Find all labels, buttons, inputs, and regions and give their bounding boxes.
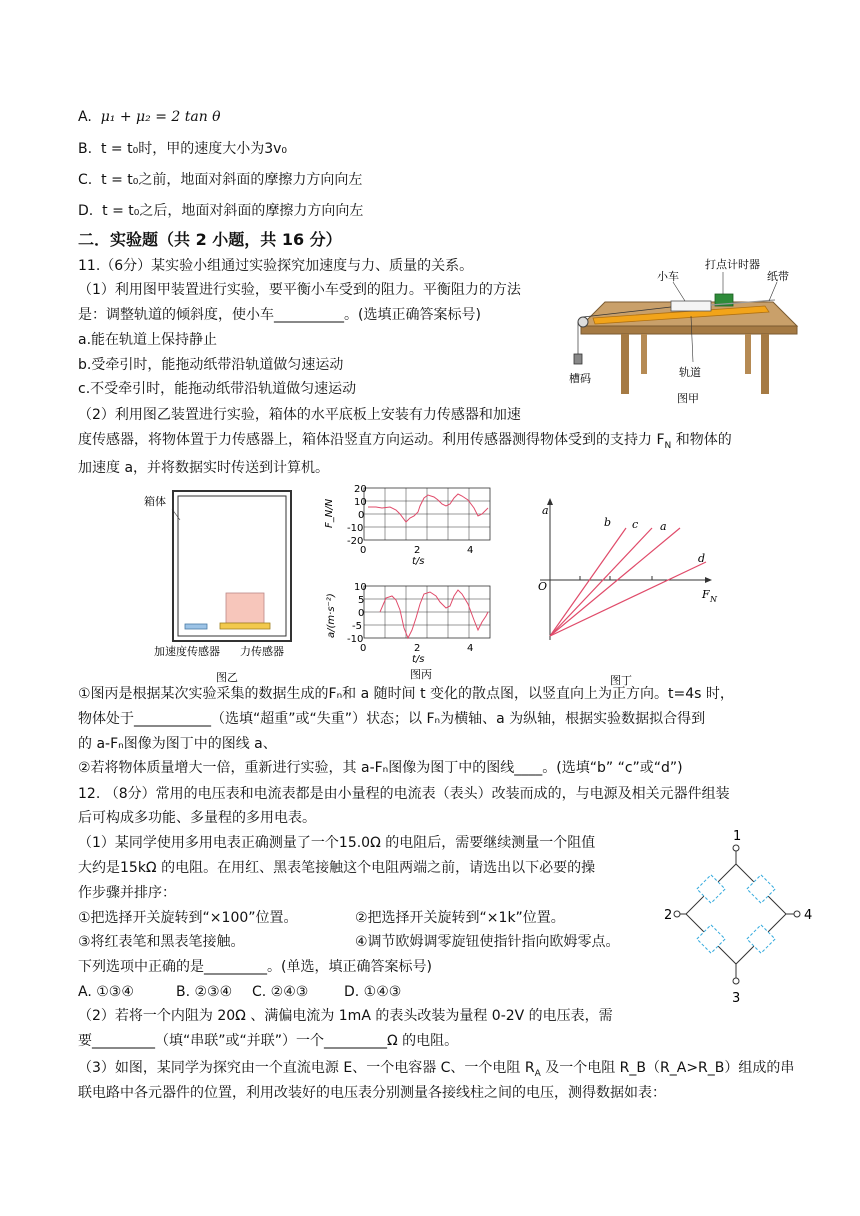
figure-bing [320,478,510,688]
svg-text:4: 4 [467,643,474,654]
caption-ding: 图丁 [610,674,632,687]
q11-sub1-line3: 的 a-Fₙ图像为图丁中的图线 a、 [78,736,277,752]
q11-intro: 11.（6分）某实验小组通过实验探究加速度与力、质量的关系。 [78,258,474,274]
q12-choice-d: D. ①④③ [344,984,402,1000]
svg-text:2: 2 [414,545,421,556]
q11-opt-b: b.受牵引时，能拖动纸带沿轨道做匀速运动 [78,357,344,373]
table-leg [621,334,629,394]
terminal-3 [733,978,739,984]
svg-text:c: c [632,518,639,531]
q12-p1-line1: （1）某同学使用多用电表正确测量了一个15.0Ω 的电阻后，需要继续测量一个阻值 [78,835,596,851]
q12-p3-line1: （3）如图，某同学为探究由一个直流电源 E、一个电容器 C、一个电阻 $R_A$ 及一个电阻 R_B（R_A>R_B）组成的串 [78,1060,795,1079]
q11-sub1-line1: ①图丙是根据某次实验采集的数据生成的Fₙ和 a 随时间 t 变化的散点图，以竖直向上为正方向。t=4s 时， [78,686,734,702]
svg-text:10: 10 [354,497,367,508]
section-heading: 二．实验题（共 2 小题，共 16 分） [78,230,342,249]
force-sensor [220,623,270,629]
svg-text:5: 5 [358,595,365,606]
q12-p2-line2: 要_________（填“串联”或“并联”）一个_________Ω 的电阻。 [78,1033,459,1049]
q12-p1-line2: 大约是15kΩ 的电阻。在用红、黑表笔接触这个电阻两端之前，请选出以下必要的操 [78,860,596,876]
circuit-diagram [664,826,826,1006]
svg-text:10: 10 [354,582,367,593]
label-cart: 小车 [657,270,679,283]
svg-text:0: 0 [358,510,365,521]
q11-sub2: ②若将物体质量增大一倍，重新进行实验，其 a-Fₙ图像为图丁中的图线____。(选填“b” “c”或“d”) [78,760,683,776]
svg-text:0: 0 [358,608,365,619]
plot-acceleration [326,582,490,665]
terminal-3-label: 3 [732,991,741,1006]
diamond-wire [686,864,786,964]
q12-step2: ②把选择开关旋转到“×1k”位置。 [355,910,565,926]
line-d [550,562,706,636]
svg-text:4: 4 [467,545,474,556]
object-block [226,593,264,623]
svg-text:20: 20 [354,484,367,495]
svg-text:O: O [538,580,548,593]
q12-choice-c: C. ②④③ [252,984,309,1000]
table-leg [761,334,769,394]
acc-sensor [185,624,207,629]
svg-text:t/s: t/s [412,556,425,567]
q12-intro1: 12. （8分）常用的电压表和电流表都是由小量程的电流表（表头）改装而成的，与电源及相关元器件组装 [78,786,730,802]
caption-bing: 图丙 [410,668,432,681]
table-leg [641,334,647,374]
q11-opt-c: c.不受牵引时，能拖动纸带沿轨道做匀速运动 [78,381,357,397]
q11-p1-line2: 是：调整轨道的倾斜度，使小车__________。(选填正确答案标号) [78,307,481,323]
terminal-1 [733,845,739,851]
terminal-2-label: 2 [664,908,673,923]
terminal-4-label: 4 [804,908,813,923]
option-b: B. t = t₀时，甲的速度大小为3v₀ [78,141,287,157]
label-tape: 纸带 [767,270,789,283]
svg-text:F_N/N: F_N/N [324,498,335,528]
option-a: A. μ₁ + μ₂ = 2 tan θ [78,109,221,125]
pulley-icon [578,317,588,327]
svg-text:2: 2 [414,643,421,654]
label-weight: 槽码 [569,372,591,385]
svg-text:d: d [698,552,706,565]
svg-text:a: a [542,504,549,517]
q11-p2-line3: 加速度 a，并将数据实时传送到计算机。 [78,460,330,476]
label-track: 轨道 [679,366,701,379]
svg-text:N: N [710,595,717,604]
q11-p2-line2: 度传感器，将物体置于力传感器上，箱体沿竖直方向运动。利用传感器测得物体受到的支持力 $F_N$ 和物体的 [78,432,732,451]
caption-jia: 图甲 [677,392,699,405]
svg-text:0: 0 [360,545,367,556]
svg-text:-10: -10 [347,634,364,645]
q12-intro2: 后可构成多功能、多量程的多用电表。 [78,810,316,826]
figure-jia [565,250,805,408]
q11-p2-line1: （2）利用图乙装置进行实验，箱体的水平底板上安装有力传感器和加速 [78,407,521,423]
q11-p1-line1: （1）利用图甲装置进行实验，要平衡小车受到的阻力。平衡阻力的方法 [78,282,521,298]
label-box: 箱体 [144,495,166,508]
q12-p1-line3: 作步骤并排序： [78,885,176,901]
option-d: D. t = t₀之后，地面对斜面的摩擦力方向向左 [78,203,364,219]
q11-sub1-line2: 物体处于___________（选填“超重”或“失重”）状态；以 Fₙ为横轴、a 为纵轴，根据实验数据拟合得到 [78,711,706,727]
cart [671,301,711,311]
q12-step1: ①把选择开关旋转到“×100”位置。 [78,910,298,926]
terminal-2 [674,911,680,917]
line-c [550,528,652,636]
q12-p3-line2: 联电路中各元器件的位置，利用改装好的电压表分别测量各接线柱之间的电压，测得数据如表： [78,1085,666,1101]
terminal-4 [794,911,800,917]
q12-step3: ③将红表笔和黑表笔接触。 [78,934,245,950]
svg-text:t/s: t/s [412,654,425,665]
caption-yi: 图乙 [216,671,238,684]
plot-force [324,484,490,567]
q12-choice-a: A. ①③④ [78,984,134,1000]
svg-text:-5: -5 [352,621,362,632]
label-acc: 加速度传感器 [154,645,220,658]
figure-ding [520,490,730,690]
q12-choice-b: B. ②③④ [176,984,233,1000]
weight-icon [574,354,582,364]
svg-text:b: b [604,516,612,529]
q12-choose: 下列选项中正确的是_________。(单选，填正确答案标号) [78,959,432,975]
label-force: 力传感器 [240,645,284,658]
svg-text:F: F [702,588,710,601]
terminal-1-label: 1 [733,829,742,844]
svg-text:-10: -10 [347,523,364,534]
svg-text:0: 0 [360,643,367,654]
label-timer: 打点计时器 [705,258,760,271]
svg-text:-20: -20 [347,536,364,547]
table-edge [581,326,797,334]
q12-p2-line1: （2）若将一个内阻为 20Ω 、满偏电流为 1mA 的表头改装为量程 0-2V 的电压表，需 [78,1008,613,1024]
q12-step4: ④调节欧姆调零旋钮使指针指向欧姆零点。 [355,934,620,950]
svg-text:a: a [660,520,667,533]
q11-opt-a: a.能在轨道上保持静止 [78,332,218,348]
figure-yi [140,485,300,685]
svg-text:a/(m·s⁻²): a/(m·s⁻²) [326,593,337,638]
table-leg [745,334,751,374]
option-c: C. t = t₀之前，地面对斜面的摩擦力方向向左 [78,172,363,188]
